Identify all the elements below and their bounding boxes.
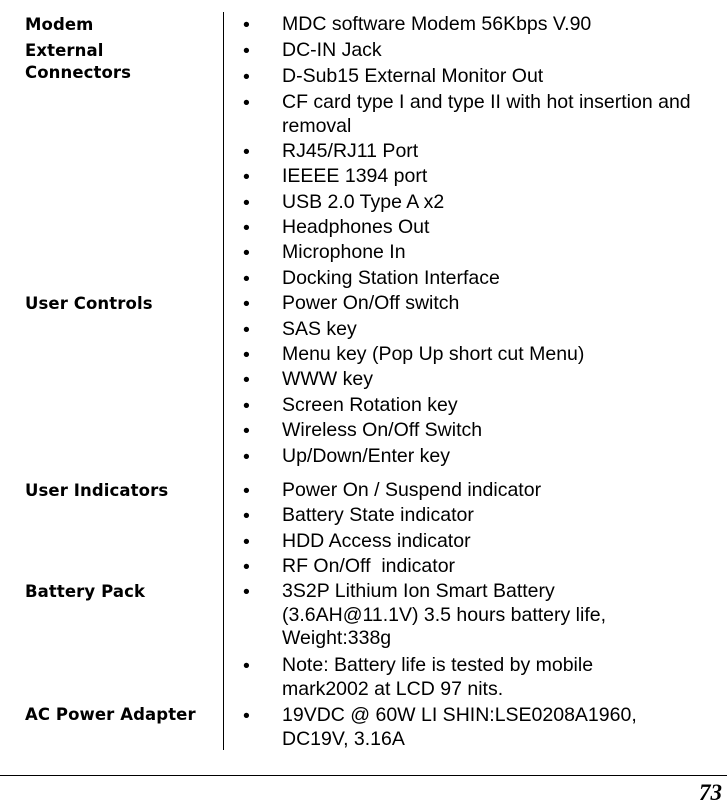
bullet-icon: • [243, 655, 250, 677]
bullet-icon: • [243, 40, 250, 62]
bullet-icon: • [243, 480, 250, 502]
bullet-icon: • [243, 395, 250, 417]
spec-label-user-indicators: User Indicators [25, 481, 169, 500]
spec-item: 19VDC @ 60W LI SHIN:LSE0208A1960, DC19V, 3.16A [282, 704, 637, 750]
spec-item: Microphone In [282, 241, 406, 263]
bullet-icon: • [243, 556, 250, 578]
spec-item: Wireless On/Off Switch [282, 419, 483, 441]
spec-label-user-controls: User Controls [25, 294, 153, 313]
bullet-icon: • [243, 92, 250, 114]
bullet-icon: • [243, 268, 250, 290]
spec-item: Battery State indicator [282, 504, 474, 526]
bullet-icon: • [243, 581, 250, 603]
bullet-icon: • [243, 192, 250, 214]
bullet-icon: • [243, 446, 250, 468]
bullet-icon: • [243, 505, 250, 527]
spec-item: USB 2.0 Type A x2 [282, 191, 445, 213]
spec-item: Note: Battery life is tested by mobile mark2002 at LCD 97 nits. [282, 654, 594, 700]
spec-label-battery-pack: Battery Pack [25, 582, 146, 601]
spec-item: DC-IN Jack [282, 39, 382, 61]
footer-divider [0, 775, 727, 776]
spec-item: HDD Access indicator [282, 530, 471, 552]
bullet-icon: • [243, 242, 250, 264]
spec-item: Power On / Suspend indicator [282, 479, 542, 501]
bullet-icon: • [243, 14, 250, 36]
spec-item: WWW key [282, 368, 373, 390]
bullet-icon: • [243, 217, 250, 239]
spec-item: IEEEE 1394 port [282, 165, 428, 187]
spec-item: Docking Station Interface [282, 267, 500, 289]
spec-item: Up/Down/Enter key [282, 445, 450, 467]
spec-item: 3S2P Lithium Ion Smart Battery (3.6AH@11.1V) 3.5 hours battery life, Weight:338g [282, 580, 607, 649]
spec-item: CF card type I and type II with hot insertion and removal [282, 91, 691, 137]
spec-label-modem: Modem [25, 15, 94, 34]
bullet-icon: • [243, 369, 250, 391]
bullet-icon: • [243, 319, 250, 341]
spec-item: Screen Rotation key [282, 394, 458, 416]
bullet-icon: • [243, 293, 250, 315]
bullet-icon: • [243, 344, 250, 366]
column-divider [223, 12, 224, 750]
spec-item: Menu key (Pop Up short cut Menu) [282, 343, 585, 365]
bullet-icon: • [243, 166, 250, 188]
spec-label-ac-power-adapter: AC Power Adapter [25, 705, 196, 724]
spec-item: RF On/Off indicator [282, 555, 456, 577]
bullet-icon: • [243, 705, 250, 727]
spec-item: SAS key [282, 318, 357, 340]
spec-item: D-Sub15 External Monitor Out [282, 65, 544, 87]
spec-item: MDC software Modem 56Kbps V.90 [282, 13, 592, 35]
bullet-icon: • [243, 66, 250, 88]
spec-label-external-connectors: External Connectors [25, 41, 132, 82]
spec-item: Power On/Off switch [282, 292, 460, 314]
spec-item: Headphones Out [282, 216, 430, 238]
bullet-icon: • [243, 141, 250, 163]
page-number: 73 [699, 780, 722, 805]
bullet-icon: • [243, 531, 250, 553]
spec-item: RJ45/RJ11 Port [282, 140, 419, 162]
bullet-icon: • [243, 420, 250, 442]
